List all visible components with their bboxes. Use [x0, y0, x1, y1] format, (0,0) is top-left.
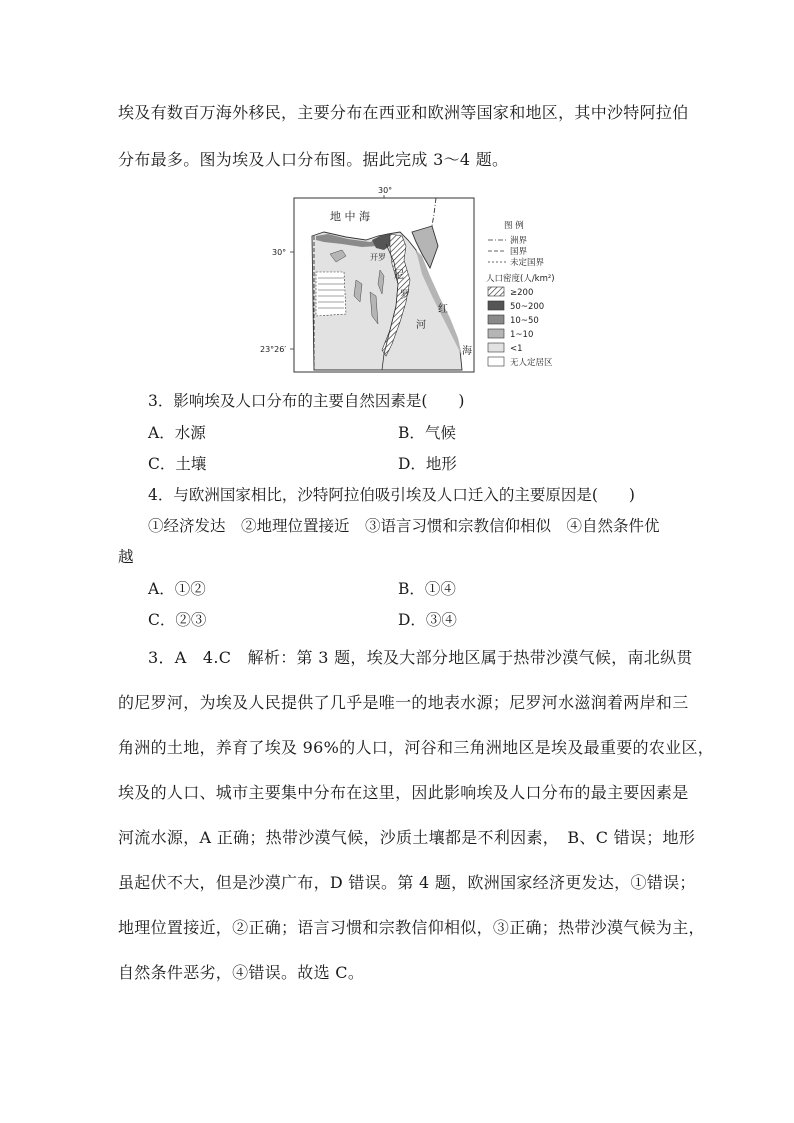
- nile-label-3: 河: [416, 320, 426, 331]
- q3-stem: 3．影响埃及人口分布的主要自然因素是( ): [148, 392, 465, 410]
- red-sea-label-1: 红: [438, 304, 448, 315]
- q3-option-c: C．土壤: [148, 455, 207, 473]
- answer-line-2: 的尼罗河，为埃及人民提供了几乎是唯一的地表水源；尼罗河水滋润着两岸和三: [118, 693, 689, 712]
- nile-label-2: 罗: [400, 290, 410, 301]
- answer-line-8: 自然条件恶劣，④错误。故选 C。: [118, 963, 365, 982]
- intro-line-2: 分布最多。图为埃及人口分布图。据此完成 3～4 题。: [118, 150, 509, 169]
- q3-option-d: D．地形: [398, 455, 457, 473]
- legend-swatch-200plus: [488, 287, 504, 296]
- q4-option-b: B．①④: [398, 580, 456, 598]
- legend-swatch-lt1: [488, 343, 504, 352]
- egypt-population-map: [260, 184, 576, 380]
- answer-line-4: 埃及的人口、城市主要集中分布在这里，因此影响埃及人口分布的最主要因素是: [118, 783, 689, 802]
- legend-continent: 洲界: [510, 236, 528, 246]
- map-svg: [260, 184, 576, 380]
- legend-swatch-uninhabited: [488, 357, 504, 366]
- lon-30-label: 30°: [378, 186, 393, 195]
- nile-label-1: 尼: [394, 270, 404, 281]
- legend-200plus: ≥200: [510, 288, 534, 298]
- legend-10-50: 10~50: [510, 316, 539, 326]
- cairo-label: 开罗: [370, 253, 386, 262]
- western-uninhabited-area: [316, 272, 346, 316]
- legend-undetermined: 未定国界: [510, 258, 545, 268]
- legend-national: 国界: [510, 247, 528, 257]
- q4-option-d: D．③④: [398, 611, 457, 629]
- q4-option-a: A．①②: [148, 580, 206, 598]
- legend-swatch-10-50: [488, 315, 504, 324]
- lat-tropic-label: 23°26′: [260, 345, 287, 354]
- legend-swatch-50-200: [488, 301, 504, 310]
- answer-line-3: 角洲的土地，养育了埃及 96%的人口，河谷和三角洲地区是埃及最重要的农业区，: [118, 738, 715, 757]
- lat-30-label: 30°: [272, 248, 287, 257]
- answer-line-7: 地理位置接近，②正确；语言习惯和宗教信仰相似，③正确；热带沙漠气候为主，: [118, 918, 705, 937]
- legend-lt1: <1: [510, 344, 523, 354]
- answer-line-6: 虽起伏不大，但是沙漠广布，D 错误。第 4 题，欧洲国家经济更发达，①错误；: [118, 873, 696, 892]
- q3-option-a: A．水源: [148, 424, 206, 442]
- legend-uninhabited: 无人定居区: [510, 358, 553, 368]
- map-legend: [486, 220, 555, 368]
- legend-density-title: 人口密度(人/km²): [486, 274, 555, 284]
- red-sea-label-2: 海: [462, 346, 472, 357]
- legend-swatch-1-10: [488, 329, 504, 338]
- answer-line-5: 河流水源，A 正确；热带沙漠气候，沙质土壤都是不利因素， B、C 错误；地形: [118, 828, 696, 847]
- legend-title: 图 例: [504, 221, 524, 231]
- q4-option-c: C．②③: [148, 611, 207, 629]
- q4-stem: 4．与欧洲国家相比，沙特阿拉伯吸引埃及人口迁入的主要原因是( ): [148, 486, 635, 504]
- answer-line-1: 3．A 4.C 解析：第 3 题，埃及大部分地区属于热带沙漠气候，南北纵贯: [148, 648, 693, 667]
- q4-choices-line-2: 越: [118, 548, 134, 566]
- q4-choices-line-1: ①经济发达 ②地理位置接近 ③语言习惯和宗教信仰相似 ④自然条件优: [148, 517, 660, 535]
- q3-option-b: B．气候: [398, 424, 456, 442]
- mediterranean-label: 地 中 海: [330, 210, 370, 223]
- legend-50-200: 50~200: [510, 302, 545, 312]
- intro-line-1: 埃及有数百万海外移民，主要分布在西亚和欧洲等国家和地区，其中沙特阿拉伯: [118, 103, 689, 122]
- legend-1-10: 1~10: [510, 330, 534, 340]
